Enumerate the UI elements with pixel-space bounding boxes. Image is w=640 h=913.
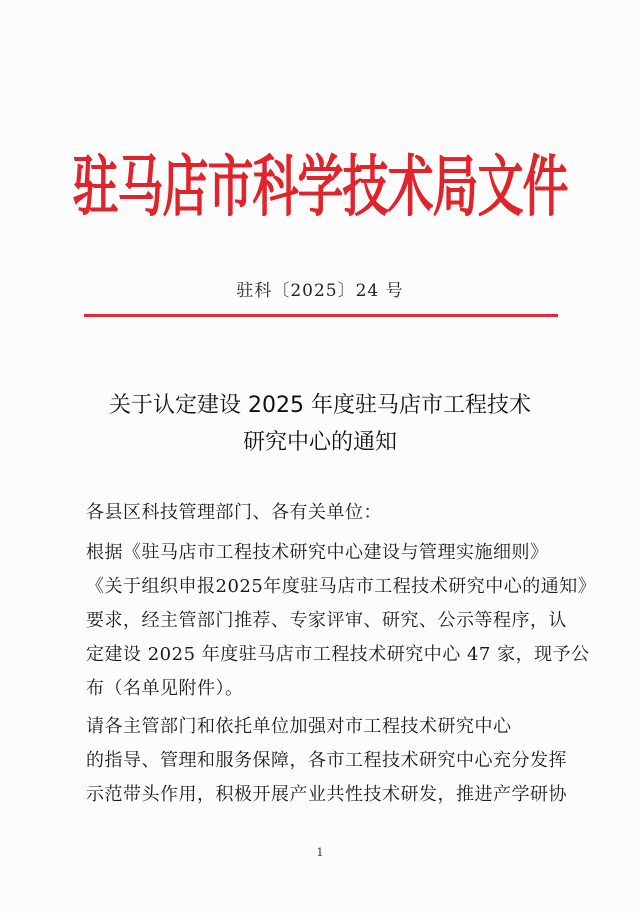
body-line: 根据《驻马店市工程技术研究中心建设与管理实施细则》 xyxy=(86,542,549,563)
body-line: 布（名单见附件）。 xyxy=(86,678,244,699)
body-line: 的指导、管理和服务保障，各市工程技术研究中心充分发挥 xyxy=(86,750,567,771)
red-separator-rule xyxy=(84,314,558,317)
notice-title-line-2: 研究中心的通知 xyxy=(242,430,397,455)
body-line: 定建设 2025 年度驻马店市工程技术研究中心 47 家，现予公 xyxy=(86,644,590,665)
body-line: 请各主管部门和依托单位加强对市工程技术研究中心 xyxy=(86,716,512,737)
document-number: 驻科〔2025〕24 号 xyxy=(236,281,404,301)
page-number: 1 xyxy=(316,846,324,859)
body-line-salutation: 各县区科技管理部门、各有关单位： xyxy=(86,502,382,523)
body-line: 示范带头作用，积极开展产业共性技术研发，推进产学研协 xyxy=(86,784,567,805)
body-line: 要求，经主管部门推荐、专家评审、研究、公示等程序，认 xyxy=(86,610,567,631)
body-line: 《关于组织申报2025年度驻马店市工程技术研究中心的通知》 xyxy=(86,576,597,597)
issuing-authority-title: 驻马店市科学技术局文件 xyxy=(72,147,568,226)
notice-title-line-1: 关于认定建设 2025 年度驻马店市工程技术 xyxy=(109,393,531,418)
